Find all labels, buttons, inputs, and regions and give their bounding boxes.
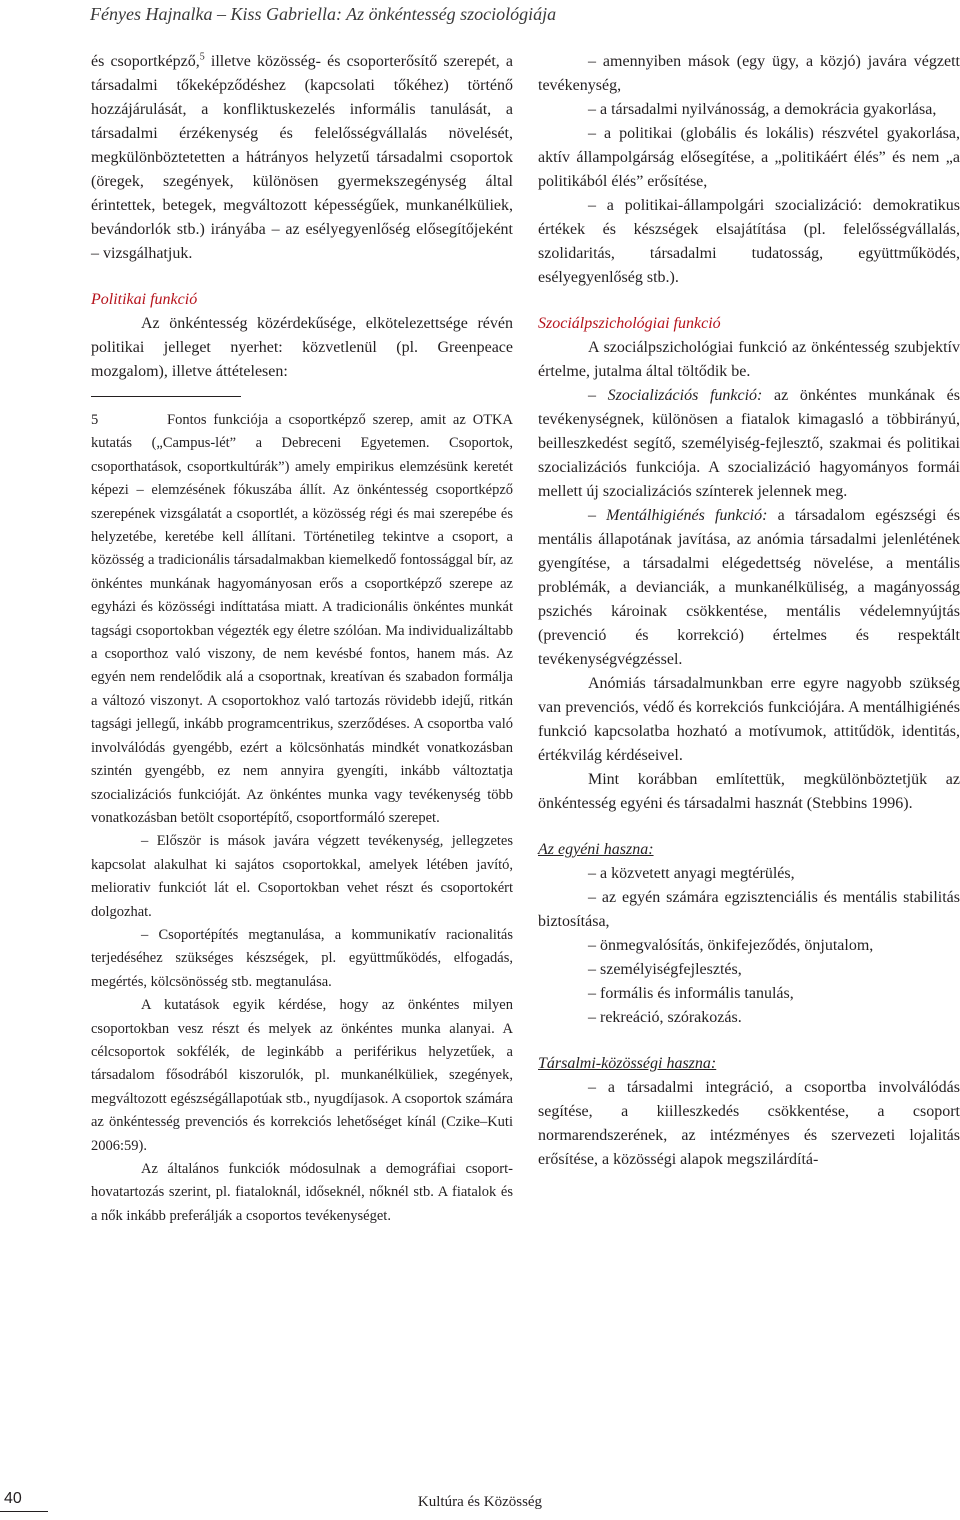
footnote-ref[interactable]: 5 xyxy=(199,51,205,63)
running-header: Fényes Hajnalka – Kiss Gabriella: Az önkéntesség szociológiája xyxy=(90,4,557,24)
political-heading: Politikai funkció xyxy=(91,291,198,308)
stebbins-paragraph: Mint korábban említettük, megkülönböztetjük az önkéntesség egyéni és társadalmi hasznát (Stebbins 1996). xyxy=(538,771,960,812)
journal-name: Kultúra és Közösség xyxy=(417,1494,543,1510)
individual-benefit-item: – önmegvalósítás, önkifejeződés, önjutalom, xyxy=(588,937,874,954)
individual-benefit-heading: Az egyéni haszna: xyxy=(538,841,654,858)
footnote-para-5: Az általános funkciók módosulnak a demográfiai csoport-hovatartozás szerint, pl. fiataloknál, időseknél, nőknél stb. A fiatalok és a nők inkább preferálják a csoportos tevékenységet. xyxy=(91,1161,513,1224)
footnote-divider xyxy=(91,396,241,397)
social-psych-intro: A szociálpszichológiai funkció az önkéntesség szubjektív értelme, jutalma által töltődik be. xyxy=(538,339,960,380)
individual-benefit-item: – rekreáció, szórakozás. xyxy=(588,1009,742,1026)
intro-paragraph: és csoportképző,$^5$ illetve közösség- és csoporterősítő szerepét, a társadalmi tőkeképződéshez (kapcsolati tőkéhez) történő hozzájárulását, a konfliktuskezelés informális tanulását, a társadalmi érzékenység és felelősségvállalás növelését, megkülönböztetetten a hátrányos helyzetű társadalmi csoportok (öregek, szegények, különösen gyermekszegénység által érintettek, betegek, megváltozott képességűek, munkanélküliek, bevándorlók stb.) irányába – az esélyegyenlőség elősegítőjeként – vizsgálhatjuk. xyxy=(91,51,513,262)
political-bullet: – a politikai-állampolgári szocializáció: demokratikus értékek és készségek elsajátítása (pl. felelősségvállalás, szolidaritás, társadalmi tudatosság, együttműködés, esélyegyenlőség stb.). xyxy=(538,197,960,286)
page-number: 40 xyxy=(4,1490,22,1507)
individual-benefit-item: – személyiségfejlesztés, xyxy=(588,961,742,978)
individual-benefit-item: – az egyén számára egzisztenciális és mentális stabilitás biztosítása, xyxy=(538,889,960,930)
political-bullet: – a társadalmi nyilvánosság, a demokrácia gyakorlása, xyxy=(588,101,937,118)
political-bullet: – amennyiben mások (egy ügy, a közjó) javára végzett tevékenység, xyxy=(538,53,960,94)
footnote-para-3: – Csoportépítés megtanulása, a kommunikatív racionalitás terjedéséhez szükséges készségek, pl. együttműködés, elfogadás, megértés, kölcsönösség stb. megtanulása. xyxy=(91,926,513,990)
page-number-rule xyxy=(0,1511,48,1512)
footnote-number: 5 xyxy=(91,412,99,428)
political-paragraph: Az önkéntesség közérdekűsége, elkötelezettsége révén politikai jelleget nyerhet: közvetlenül (pl. Greenpeace mozgalom), illetve áttételesen: xyxy=(91,315,513,380)
individual-benefit-item: – a közvetett anyagi megtérülés, xyxy=(588,865,795,882)
mental-hygiene-paragraph: – Mentálhigiénés funkció: a társadalom egészségi és mentális állapotának javítása, az anómia társadalmi jelenlétének gyengítése, a társadalmi elégedettség növelése, a mentális problémák, a devianciák, a munkanélküliség, a magányosság pszichés károinak csökkentése, mentális védelemnyújtás (prevenció és korrekció) értelmes és respektált tevékenységvégzéssel. xyxy=(538,507,960,668)
community-benefit-paragraph: – a társadalmi integráció, a csoportba involválódás segítése, a kiilleszkedés csökkentése, a csoport normarendszerének, az intézményes és szervezeti lojalitás erősítése, a közösségi alapok megszilárdítá- xyxy=(538,1079,960,1168)
political-bullet: – a politikai (globális és lokális) részvétel gyakorlása, aktív állampolgárság elősegítése, a „politikáért élés” és nem „a politikából élés” erősítése, xyxy=(538,125,960,190)
footnote-para-1: 5 Fontos funkciója a csoportképző szerep, amit az OTKA kutatás („Campus-lét” a Debreceni Egyetemen. Csoportok, csoporthatások, csoportkultúrák”) amely empirikus elemzésünk keretét képezi – elemzésének fókuszába állít. Az önkéntesség csoportképző szerepének vizsgálatát a csoportlét, a közösség régi és mai szerepébe és helyzetébe, keretébe kell állítani. Történetileg tekintve a csoport, a közösség a tradicionális társadalmakban kiemelkedő fontossággal bír, az önkéntes munkának hagyományosan erős a csoportképző szerepe az egyházi és közösségi indíttatása miatt. A tradicionális önkéntes munkát tagsági csoportokban végezték egy életre szólóan. Ma individualizáltabb a csoporthoz való viszony, de nem kevésbé fontos, hanem más. Az egyén nem rendelődik alá a csoportnak, kreatívan és szabadon formálja a változó viszonyt. A csoportokhoz való tartozás rövidebb idejű, ritkán tagsági jellegű, inkább programcentrikus, szerződéses. A csoportba való involválódás gyengébb, ezért a kölcsönhatás mindkét vonatkozásban szintén gyengébb, ez nem annyira gyengíti, inkább változtatja szocializációs funkcióját. Az önkéntes munka vagy tevékenység több vonatkozásban betölt csoportépítő, csoportformáló szerepet. xyxy=(91,409,513,830)
left-column xyxy=(91,50,513,1228)
footnote-para-2: – Először is mások javára végzett tevékenység, jellegzetes kapcsolat alakulhat ki sajátos csoportokkal, amelyek létében javító, meliorativ funkciót lát el. Csoportokban vehet részt és csoportokért dolgozhat. xyxy=(91,833,513,920)
right-column xyxy=(538,50,960,1172)
footnote xyxy=(91,409,513,1228)
socialization-paragraph: – Szocializációs funkció: az önkéntes munkának és tevékenységnek, különösen a fiatalok kimagasló a többirányú, beilleszkedést segítő, személyiség-fejlesztő, szakmai és politikai szocializációs funkciója. A szocializáció hagyományos formái mellett új szocializációs színterek jelennek meg. xyxy=(538,387,960,500)
anomia-paragraph: Anómiás társadalmunkban erre egyre nagyobb szükség van prevenciós, védő és korrekciós funkciójára. A mentálhigiénés funkció kapcsolatba hozható a motívumok, attitűdök, identitás, értékvilág kérdéseivel. xyxy=(538,675,960,764)
social-psych-heading: Szociálpszichológiai funkció xyxy=(538,315,721,332)
community-benefit-heading: Társalmi-közösségi haszna: xyxy=(538,1055,717,1072)
footnote-para-4: A kutatások egyik kérdése, hogy az önkéntes milyen csoportokban vesz részt és melyek az önkéntes munka alanyai. A célcsoportok sokfélék, de leginkább a periférikus helyzetűek, a társadalom fősodrából kiszorulók, pl. munkanélküliek, szegények, megváltozott egészségállapotúak stb., nyugdíjasok. A csoportok számára az önkéntesség prevenciós és korrekciós lehetőséget kínál (Czike–Kuti 2006:59). xyxy=(91,997,513,1154)
individual-benefit-item: – formális és informális tanulás, xyxy=(588,985,794,1002)
